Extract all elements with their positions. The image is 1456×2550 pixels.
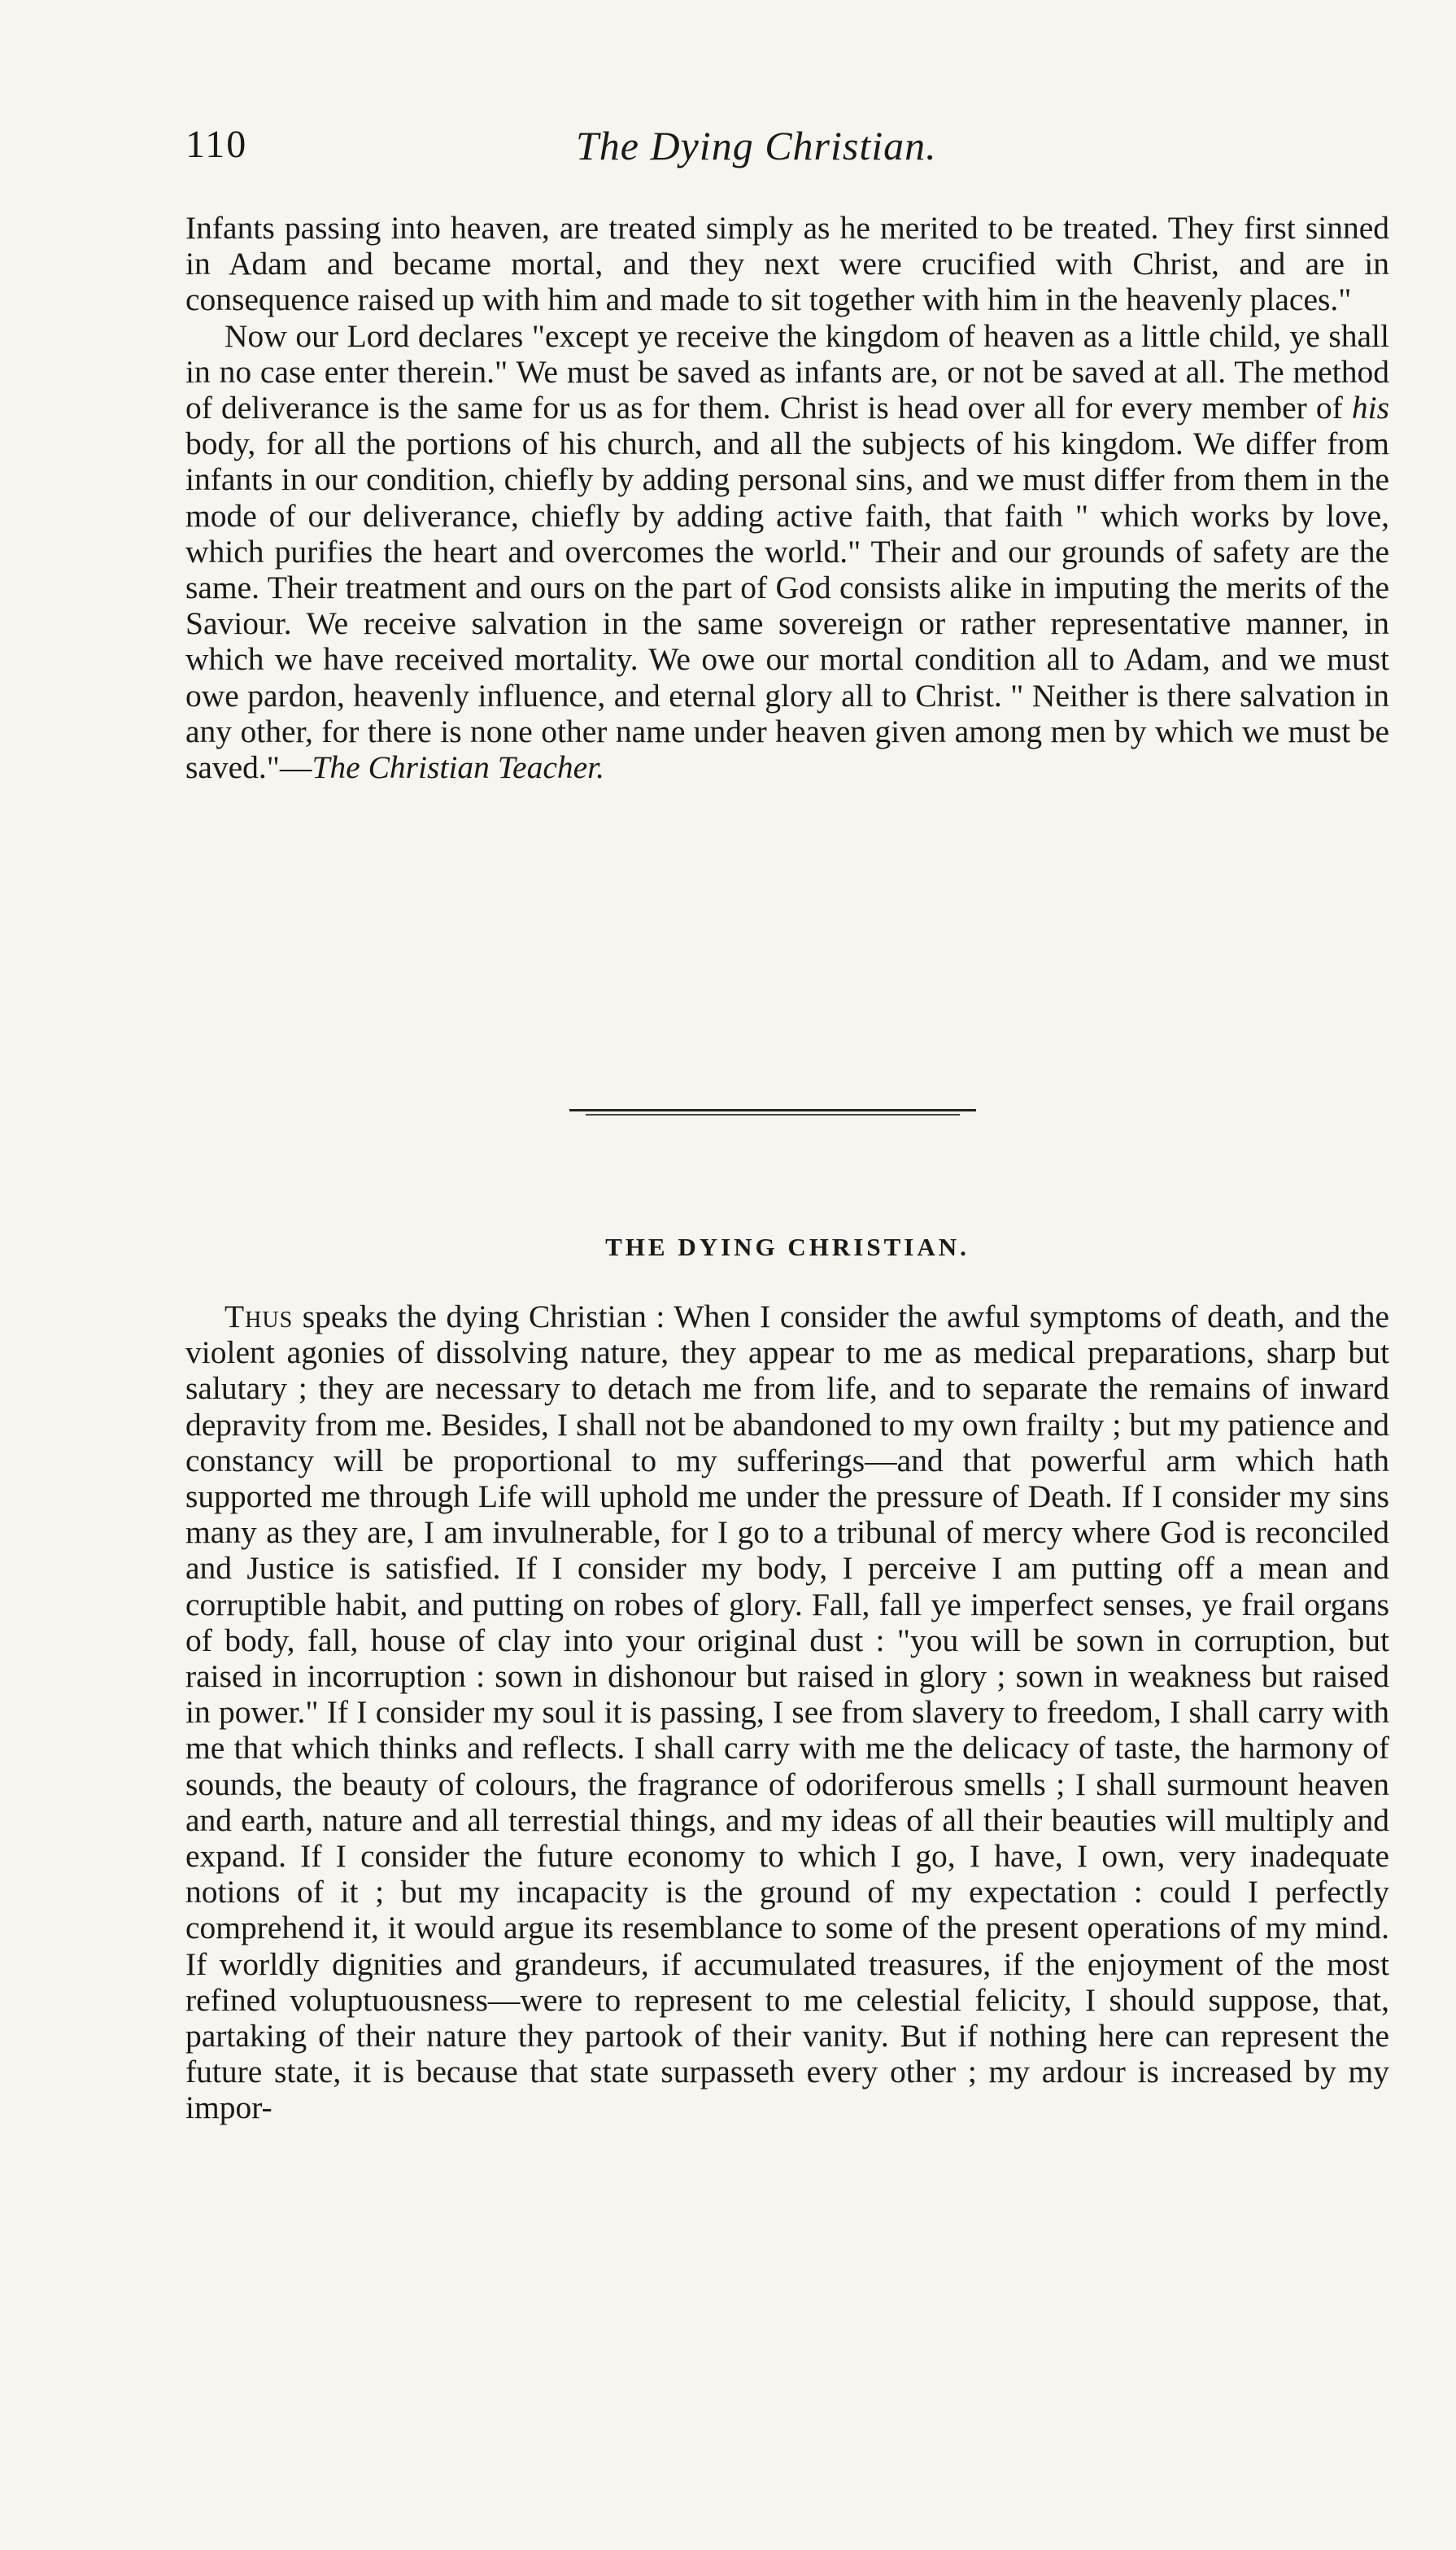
section-title: THE DYING CHRISTIAN. xyxy=(605,1233,970,1261)
opening-word: Thus xyxy=(225,1299,294,1334)
page-number: 110 xyxy=(185,123,248,166)
paragraph-3-text: speaks the dying Christian : When I consider the awful symptoms of death, and the violent agonies of dissolving nature, they appear to me as medical preparations, sharp but salutary ; they are necessary to detach me from life, and to separate the remains of inward depravity from me. Besides, I shall not be abandoned to my own frailty ; but my patience and constancy will be proportional to my sufferings—and that powerful arm which hath supported me through Life will uphold me under the pressure of Death. If I consider my sins many as they are, I am invulnerable, for I go to a tribunal of mercy where God is reconciled and Justice is satisfied. If I consider my body, I perceive I am putting off a mean and corruptible habit, and putting on robes of glory. Fall, fall ye imperfect senses, ye frail organs of body, fall, house of clay into your original dust : "you will be sown in corruption, but raised in incorruption : sown in dishonour but raised in glory ; sown in weakness but raised in power." If I consider my soul it is passing, I see from slavery to freedom, I shall carry with me that which thinks and reflects. I shall carry with me the delicacy of taste, the harmony of sounds, the beauty of colours, the fragrance of odoriferous smells ; I shall surmount heaven and earth, nature and all terrestial things, and my ideas of all their beauties will multiply and expand. If I consider the future economy to which I go, I have, I own, very inadequate notions of it ; but my incapacity is the ground of my expectation : could I perfectly comprehend it, it would argue its resemblance to some of the present operations of my mind. If worldly dignities and grandeurs, if accumulated treasures, if the enjoyment of the most refined voluptuousness—were to represent to me celestial felicity, I should suppose, that, partaking of their nature they partook of their vanity. But if nothing here can represent the future state, it is because that state surpasseth every other ; my ardour is increased by my impor- xyxy=(185,1299,1389,2126)
paragraph-2-text-a: Now our Lord declares "except ye receive the kingdom of heaven as a little child, ye shall in no case enter therein." We must be saved as infants are, or not be saved at all. The method of deliverance is the same for us as for them. Christ is head over all for every member of xyxy=(185,317,1389,426)
paragraph-2 xyxy=(185,318,1389,786)
passage-dying-christian xyxy=(185,1299,1389,2126)
divider-line-upper xyxy=(569,1109,976,1111)
running-title: The Dying Christian. xyxy=(576,123,937,168)
passage-infants xyxy=(185,210,1389,785)
divider-line-lower xyxy=(586,1114,960,1116)
section-divider xyxy=(569,1109,976,1116)
page-header xyxy=(185,122,1389,179)
paragraph-2-text-b: body, for all the portions of his church, and all the subjects of his kingdom. We differ from infants in our condition, chiefly by adding personal sins, and we must differ from them in the mode of our deliverance, chiefly by adding active faith, that faith " which works by love, which purifies the heart and overcomes the world." Their and our grounds of safety are the same. Their treatment and ours on the part of God consists alike in imputing the merits of the Saviour. We receive salvation in the same sovereign or rather representative manner, in which we have received mortality. We owe our mortal condition all to Adam, and we must owe pardon, heavenly influence, and eternal glory all to Christ. " Neither is there salvation in any other, for there is none other name under heaven given among men by which we must be saved."— xyxy=(185,426,1389,786)
source-citation: The Christian Teacher. xyxy=(312,749,605,786)
paragraph-3 xyxy=(185,1299,1389,2126)
emphasis-his: his xyxy=(1351,390,1389,426)
paragraph-1: Infants passing into heaven, are treated simply as he merited to be treated. They first sinned in Adam and became mortal, and they next were crucified with Christ, and are in consequence raised up with him and made to sit together with him in the heavenly places." xyxy=(185,210,1389,318)
